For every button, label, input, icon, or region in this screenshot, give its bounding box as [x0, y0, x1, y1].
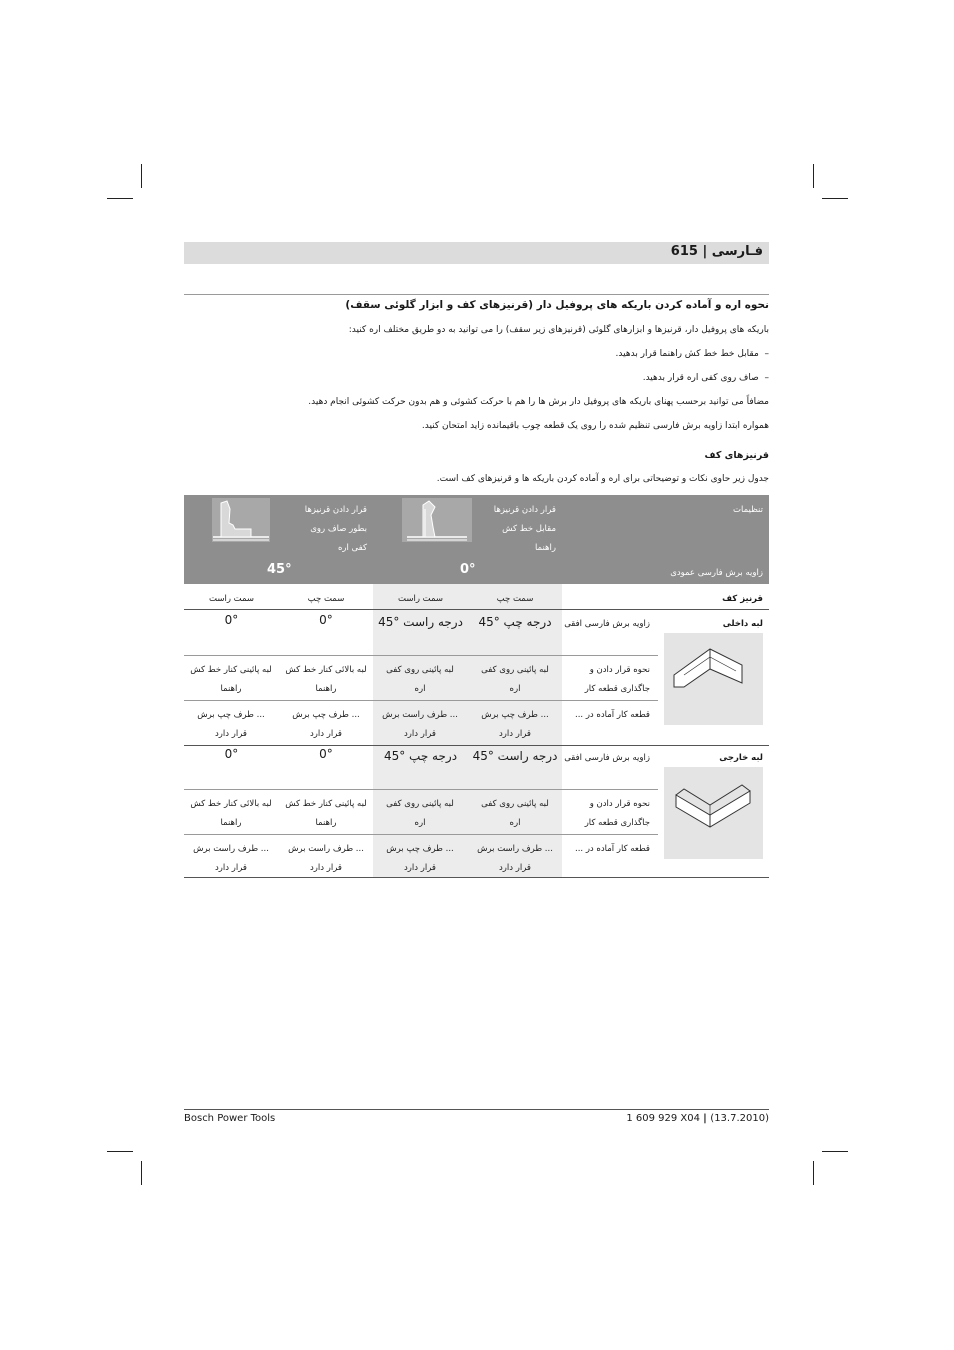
inner-work-45l: ... طرف چپ برش قرار دارد: [292, 710, 360, 739]
outer-corner-icon: [666, 769, 762, 857]
intro-paragraph: باریکه های پروفیل دار، قرنیزها و ابزارهای گلوئی (قرنیزهای زیر سقف) را می توانید به دو طریق مختلف اره کنید:: [348, 325, 769, 335]
inner-miter-label: زاویه برش فارسی افقی: [564, 619, 650, 629]
col0-line1: قرار دادن قرنیزها: [493, 505, 556, 515]
col45-line3: کفی اره: [337, 543, 367, 553]
baseboard-label: قرنیز کف: [722, 594, 763, 604]
subheading: قرنیزهای کف: [704, 450, 769, 461]
row-divider: [184, 877, 769, 878]
inner-pos-45l: لبه بالائی کنار خط کش راهنما: [285, 665, 367, 694]
col45-line1: قرار دادن قرنیزها: [304, 505, 367, 515]
inner-miter-0l: 45° درجه چپ: [478, 615, 552, 629]
crop-mark: [141, 164, 142, 188]
inner-pos-0r: لبه پائینی روی کفی اره: [386, 665, 454, 694]
outer-pos-45r: لبه بالائی کنار خط کش راهنما: [190, 799, 272, 828]
page-language: فـارسی: [711, 244, 763, 259]
footer-separator: |: [703, 1113, 711, 1124]
outer-work-45l: ... طرف راست برش قرار دارد: [288, 844, 364, 873]
outer-miter-label: زاویه برش فارسی افقی: [564, 753, 650, 763]
bullet-dash: –: [758, 349, 769, 359]
side-right-45: سمت راست: [208, 594, 255, 604]
bevel-label: زاویه برش فارسی عمودی: [670, 568, 763, 578]
outer-miter-0l: 45° درجه راست: [472, 749, 558, 763]
inner-pos-0l: لبه پائینی روی کفی اره: [481, 665, 549, 694]
col45-line2: بطور صاف روی: [310, 524, 367, 534]
row-divider: [184, 834, 658, 835]
inner-miter-45r: 0°: [224, 613, 239, 627]
crop-mark: [107, 1151, 133, 1152]
inner-edge-label: لبه داخلی: [722, 619, 763, 629]
doc-date: (13.7.2010): [710, 1113, 769, 1124]
inner-pos-45r: لبه پائینی کنار خط کش راهنما: [190, 665, 272, 694]
col0-line3: راهنما: [534, 543, 556, 553]
col45-angle: 45°: [267, 562, 292, 577]
bullet-text: صاف روی کفی اره قرار بدهید.: [642, 373, 759, 383]
side-left-0: سمت چپ: [496, 594, 534, 604]
doc-number: 1 609 929 X04: [626, 1113, 700, 1124]
bullet-text: مقابل خط خط کش راهنما قرار بدهید.: [615, 349, 759, 359]
fence-position-icon: [401, 497, 473, 543]
outer-work-label: قطعه کار آماده در ...: [575, 844, 650, 854]
inner-miter-45l: 0°: [319, 613, 333, 627]
outer-work-45r: ... طرف راست برش قرار دارد: [193, 844, 269, 873]
paragraph: مضافاً می توانید برحسب پهنای باریکه های پروفیل دار برش ها را هم با حرکت کشوئی و هم بدون حرکت کشوئی انجام دهید.: [308, 397, 769, 407]
outer-pos-45l: لبه پائینی کنار خط کش راهنما: [285, 799, 367, 828]
crop-mark: [141, 1161, 142, 1185]
baseboard-table: [184, 495, 769, 878]
outer-pos-label: نحوه قرار دادن و جاگذاری قطعه کار: [584, 799, 650, 828]
footer-doc-info: [626, 1113, 769, 1124]
row-divider: [184, 655, 658, 656]
outer-pos-0l: لبه پائینی روی کفی اره: [481, 799, 549, 828]
inner-work-0l: ... طرف چپ برش قرار دارد: [481, 710, 549, 739]
inner-work-0r: ... طرف راست برش قرار دارد: [382, 710, 458, 739]
bullet-item: [184, 373, 769, 383]
table-intro: جدول زیر حاوی نکات و توضیحاتی برای اره و آماده کردن باریکه ها و قرنیزهای کف است.: [436, 474, 769, 484]
section-title: نحوه اره و آماده کردن باریکه های پروفیل دار (قرنیزهای کف و ابزار گلوئی سقف): [345, 299, 769, 311]
col0-line2: مقابل خط کش: [502, 524, 556, 534]
outer-miter-45r: 0°: [224, 747, 239, 761]
inner-work-45r: ... طرف چپ برش قرار دارد: [197, 710, 265, 739]
crop-mark: [822, 1151, 848, 1152]
outer-pos-0r: لبه پائینی روی کفی اره: [386, 799, 454, 828]
page-number: 615: [670, 244, 698, 259]
outer-miter-45l: 0°: [319, 747, 333, 761]
crop-mark: [107, 198, 133, 199]
footer-divider: [184, 1109, 769, 1110]
footer-brand: Bosch Power Tools: [184, 1113, 276, 1124]
inner-work-label: قطعه کار آماده در ...: [575, 710, 650, 720]
bullet-item: [184, 349, 769, 359]
row-divider: [184, 609, 769, 610]
divider: [184, 294, 769, 295]
bullet-dash: –: [758, 373, 769, 383]
page-header: [671, 244, 763, 259]
page-header-bar: [184, 242, 769, 264]
paragraph: همواره ابتدا زاویه برش فارسی تنظیم شده را روی یک قطعه چوب باقیمانده زاید امتحان کنید.: [421, 421, 769, 431]
header-separator: |: [697, 244, 708, 259]
inner-corner-icon: [666, 635, 762, 723]
outer-edge-label: لبه خارجی: [719, 753, 763, 763]
side-right-0: سمت راست: [397, 594, 444, 604]
flat-position-icon: [211, 497, 271, 543]
outer-work-0l: ... طرف راست برش قرار دارد: [477, 844, 553, 873]
outer-miter-0r: 45° درجه چپ: [383, 749, 458, 763]
crop-mark: [813, 164, 814, 188]
col0-angle: 0°: [460, 562, 476, 577]
crop-mark: [813, 1161, 814, 1185]
inner-miter-0r: 45° درجه راست: [378, 615, 463, 629]
row-divider: [184, 789, 658, 790]
crop-mark: [822, 198, 848, 199]
outer-work-0r: ... طرف چپ برش قرار دارد: [386, 844, 454, 873]
inner-pos-label: نحوه قرار دادن و جاگذاری قطعه کار: [584, 665, 650, 694]
row-divider: [184, 700, 658, 701]
settings-label: تنظیمات: [733, 505, 763, 515]
side-left-45: سمت چپ: [307, 594, 345, 604]
